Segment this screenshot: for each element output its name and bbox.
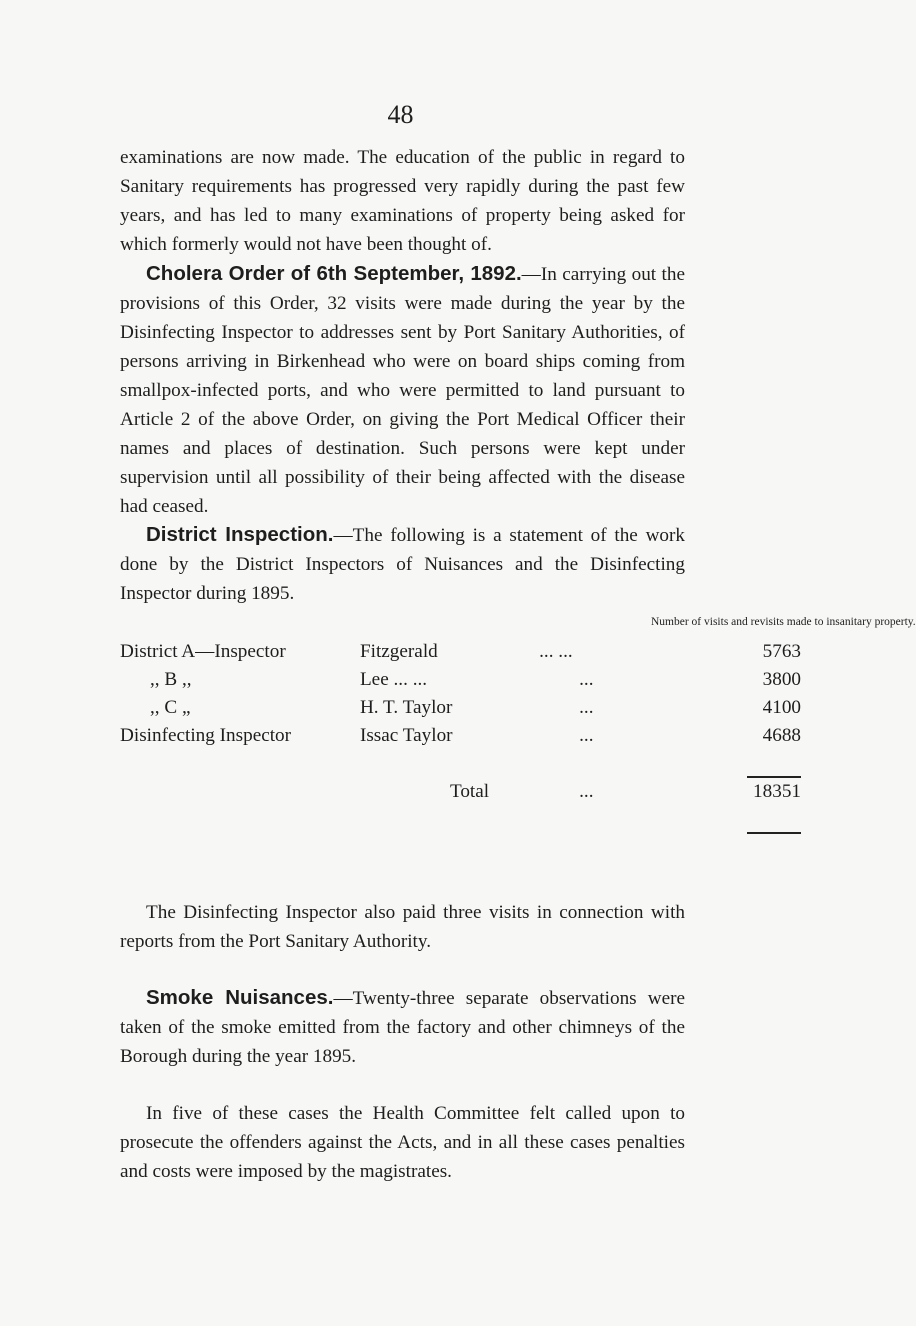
district-heading: District Inspection. — [146, 523, 334, 546]
row-name: Fitzgerald — [359, 641, 438, 662]
smoke-paragraph — [120, 983, 685, 1071]
end-rule — [747, 832, 801, 834]
table-total-row — [120, 778, 801, 806]
prosecute-paragraph: In five of these cases the Health Committee felt called upon to prosecute the offenders against the Acts, and in all these cases penalties and costs were imposed by the magistrates. — [120, 1103, 685, 1182]
intro-paragraph: examinations are now made. The education of the public in regard to Sanitary requirements has progressed very rapidly during the past few years, and has led to many examinations of property being asked for which formerly would not have been thought of. — [120, 147, 685, 255]
row-dots: ... — [579, 725, 594, 746]
table-column-header: Number of visits and revisits made to insanitary property. — [651, 615, 916, 628]
table-row — [120, 722, 801, 750]
district-paragraph — [120, 520, 685, 608]
smoke-section — [120, 983, 685, 1071]
table-row — [120, 638, 801, 666]
visits-table — [120, 610, 916, 834]
page-number: 48 — [387, 100, 414, 129]
cholera-text: —In carrying out the provisions of this Order, 32 visits were made during the year by the Disinfecting Inspector to addresses sent by Port Sanitary Authorities, of persons arriving in Birkenhead who were on board ships coming from smallpox-infected ports, and who were permitted to land pursuant to Article 2 of the above Order, on giving the Port Medical Officer their names and places of destination. Such persons were kept under supervision until all possibility of their being affected with the disease had ceased. — [120, 264, 685, 517]
row-label: ,, C „ — [150, 697, 191, 718]
total-value: 18351 — [753, 781, 801, 802]
row-name: H. T. Taylor — [359, 697, 453, 718]
cholera-paragraph — [120, 259, 685, 521]
row-name: Lee ... ... — [359, 669, 428, 690]
row-value: 5763 — [762, 641, 801, 662]
row-dots: ... ... — [539, 641, 573, 662]
cholera-section — [120, 259, 685, 521]
smoke-heading: Smoke Nuisances. — [146, 986, 334, 1009]
cholera-heading: Cholera Order of 6th September, 1892. — [146, 262, 522, 285]
row-name: Issac Taylor — [359, 725, 453, 746]
district-section — [120, 520, 685, 608]
port-section — [120, 898, 685, 956]
port-paragraph: The Disinfecting Inspector also paid three visits in connection with reports from the Port Sanitary Authority. — [120, 902, 685, 952]
table-row — [120, 666, 801, 694]
district-text: —The following is a statement of the work done by the District Inspectors of Nuisances and the Disinfecting Inspector during 1895. — [120, 525, 685, 604]
row-dots: ... — [579, 697, 594, 718]
row-value: 3800 — [762, 669, 801, 690]
table-row — [120, 694, 801, 722]
intro-paragraph-block — [120, 143, 685, 259]
smoke-text: —Twenty-three separate observations were taken of the smoke emitted from the factory and other chimneys of the Borough during the year 1895. — [120, 988, 685, 1067]
total-label: Total — [449, 781, 490, 802]
row-value: 4100 — [762, 697, 801, 718]
row-label: Disinfecting Inspector — [120, 725, 292, 746]
row-value: 4688 — [762, 725, 801, 746]
table-header-row — [120, 610, 801, 638]
prosecute-section — [120, 1099, 685, 1186]
row-label: District A—Inspector — [120, 641, 286, 662]
row-dots: ... — [579, 669, 594, 690]
table-end-rule-row — [120, 806, 801, 834]
table-rule-row — [120, 750, 801, 778]
total-dots: ... — [579, 781, 594, 802]
row-label: ,, B ,, — [150, 669, 192, 690]
